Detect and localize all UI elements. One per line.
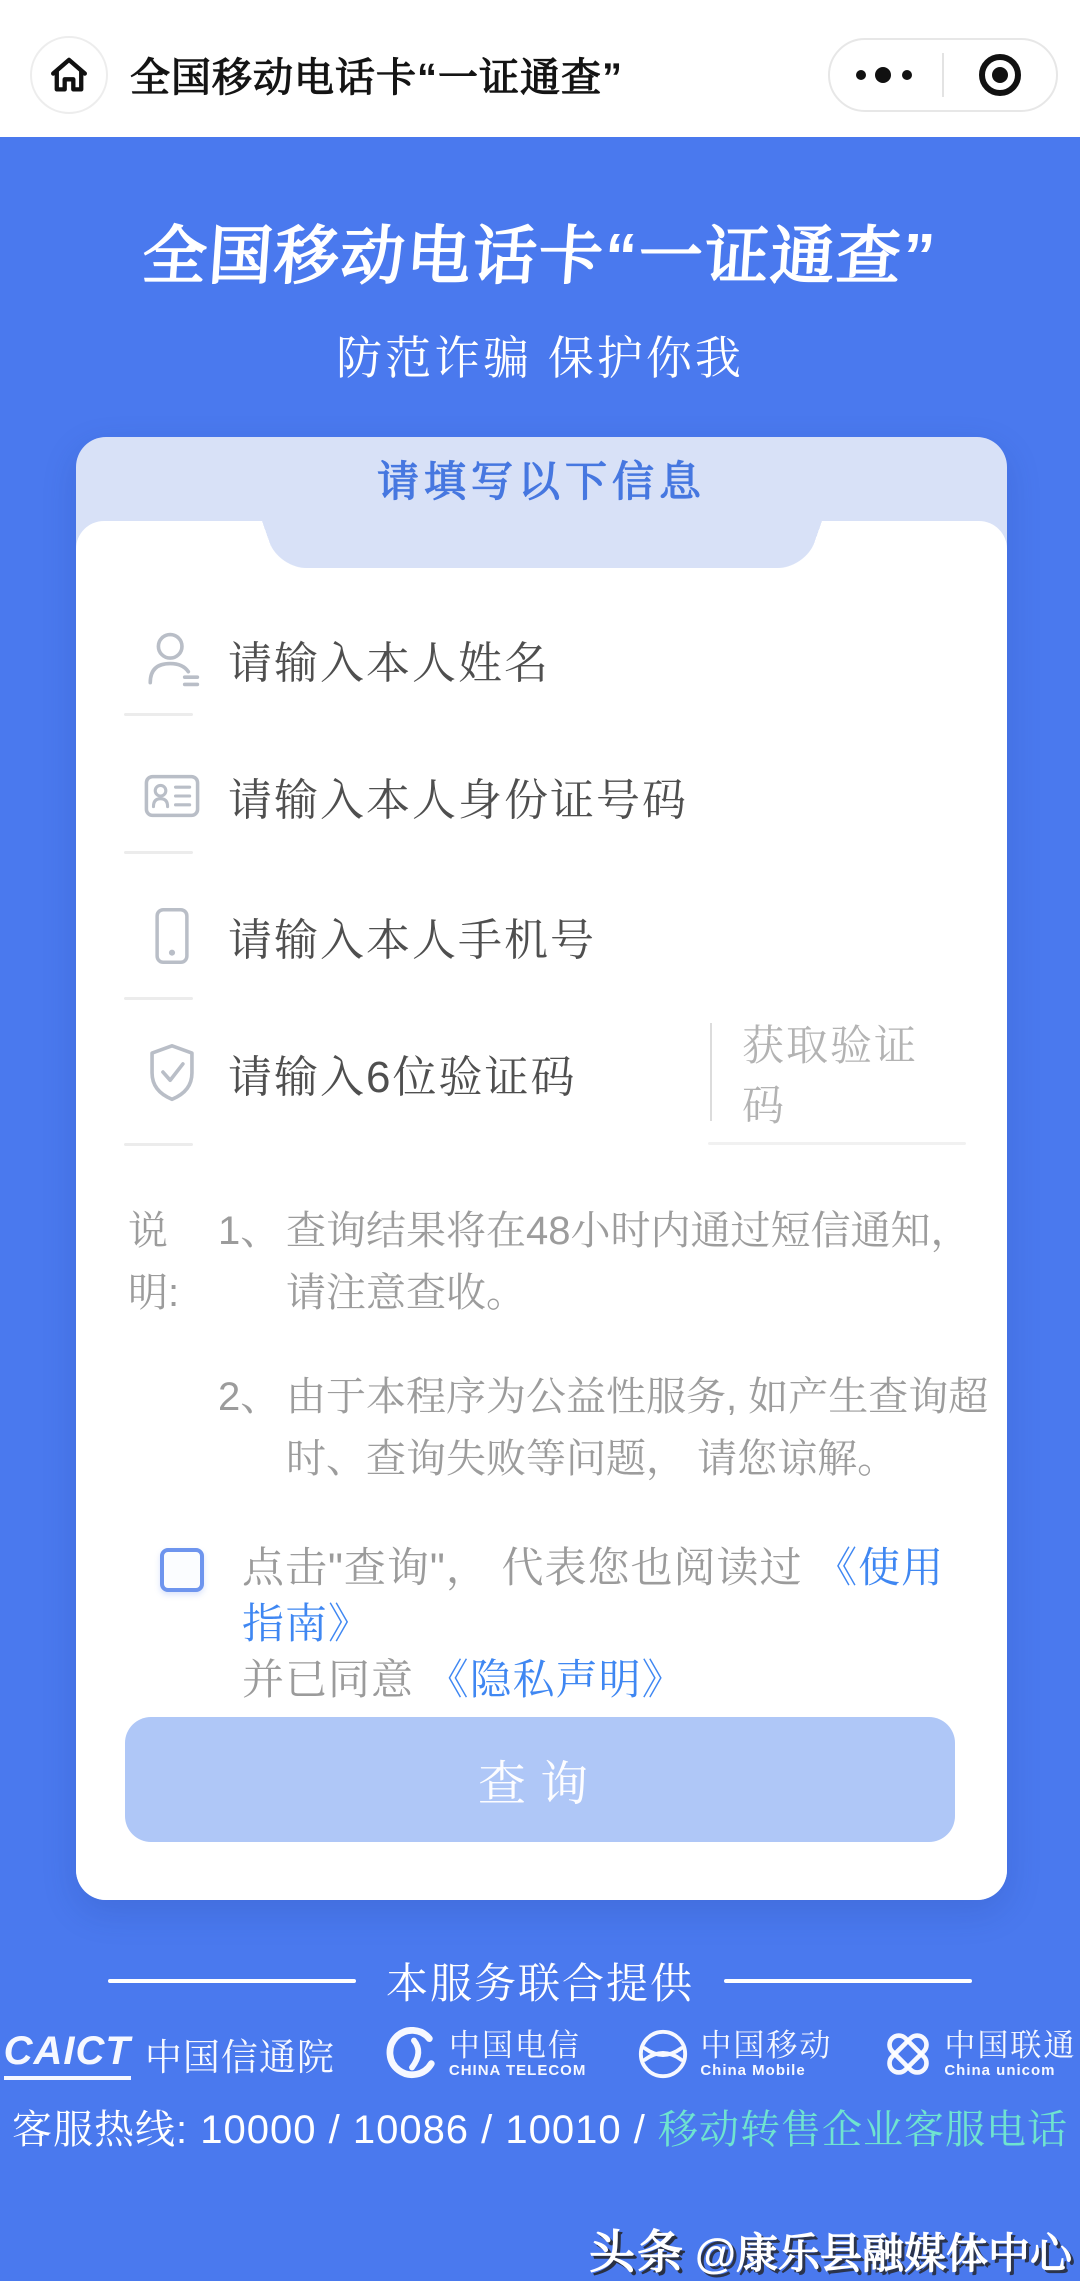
note-item: 1、 查询结果将在48小时内通过短信通知，请注意查收。 <box>218 1209 971 1315</box>
divider <box>708 1142 966 1145</box>
mvno-hotline-link[interactable]: 移动转售企业客服电话 <box>657 2108 1068 2152</box>
china-mobile-icon <box>636 2027 690 2081</box>
divider <box>124 997 193 1000</box>
hotline-numbers: 客服热线: 10000 / 10086 / 10010 / <box>12 2108 658 2152</box>
miniprogram-capsule <box>828 38 1058 112</box>
divider <box>124 1143 193 1146</box>
name-placeholder: 请输入本人姓名 <box>228 639 550 688</box>
china-mobile-logo: 中国移动 China Mobile <box>636 2027 832 2081</box>
home-button[interactable] <box>30 36 108 114</box>
phone-placeholder: 请输入本人手机号 <box>228 916 596 965</box>
china-unicom-icon <box>882 2026 934 2082</box>
id-number-placeholder: 请输入本人身份证号码 <box>228 776 688 825</box>
verification-code-input[interactable] <box>142 1022 957 1129</box>
get-code-button[interactable]: 获取验证码 <box>742 1022 919 1129</box>
note-item: 2、 由于本程序为公益性服务, 如产生查询超时、查询失败等问题， 请您谅解。 <box>218 1375 989 1481</box>
agreement-checkbox[interactable] <box>160 1548 204 1592</box>
hero-title: 全国移动电话卡“一证通查” <box>140 220 940 292</box>
home-icon <box>46 52 92 98</box>
verification-code-placeholder: 请输入6位验证码 <box>228 1053 577 1102</box>
navbar <box>0 0 1080 137</box>
id-number-input[interactable] <box>142 750 957 842</box>
user-icon <box>142 624 202 694</box>
target-circle-icon <box>976 51 1024 99</box>
watermark <box>589 2216 1072 2281</box>
privacy-statement-link[interactable]: 《隐私声明》 <box>426 1656 685 1703</box>
more-menu-button[interactable] <box>830 40 942 110</box>
notes-label: 说 明: <box>128 1209 180 1315</box>
provided-by-row <box>0 1951 1080 2011</box>
phone-icon <box>142 901 202 971</box>
form-card-tab <box>262 521 822 568</box>
china-telecom-icon <box>385 2027 439 2081</box>
page-title: 全国移动电话卡“一证通查” <box>130 56 623 100</box>
china-unicom-logo: 中国联通 China unicom <box>882 2026 1076 2082</box>
form-card <box>76 437 1007 1900</box>
hero-subtitle: 防范诈骗 保护你我 <box>336 332 744 384</box>
decorative-line <box>108 1979 356 1983</box>
provided-by-text: 本服务联合提供 <box>385 1960 694 2007</box>
hotline-row <box>0 2098 1080 2155</box>
divider <box>124 713 193 716</box>
partner-logos <box>0 2012 1080 2096</box>
toutiao-brand: 头条 <box>589 2226 686 2278</box>
watermark-account: @康乐县融媒体中心 <box>695 2230 1072 2277</box>
exit-button[interactable] <box>944 40 1056 110</box>
agreement-line1: 点击"查询"， 代表您也阅读过 《使用指南》 <box>242 1544 945 1647</box>
decorative-line <box>724 1979 972 1983</box>
query-button[interactable]: 查询 <box>125 1717 955 1842</box>
id-card-icon <box>142 761 202 831</box>
china-telecom-logo: 中国电信 CHINA TELECOM <box>385 2027 586 2081</box>
phone-input[interactable] <box>142 890 957 982</box>
form-card-tab-title: 请填写以下信息 <box>376 458 706 505</box>
agreement-line2: 并已同意 《隐私声明》 <box>242 1656 685 1703</box>
more-dots-icon <box>853 60 919 90</box>
usage-guide-link[interactable]: 《使用指南》 <box>242 1544 945 1647</box>
vertical-divider <box>710 1023 712 1121</box>
notes-section <box>128 1200 1008 1490</box>
agreement-section <box>160 1540 967 1708</box>
divider <box>124 851 193 854</box>
shield-check-icon <box>142 1038 202 1108</box>
name-input[interactable] <box>142 613 957 705</box>
caict-logo: CAICT 中国信通院 <box>3 2028 335 2078</box>
